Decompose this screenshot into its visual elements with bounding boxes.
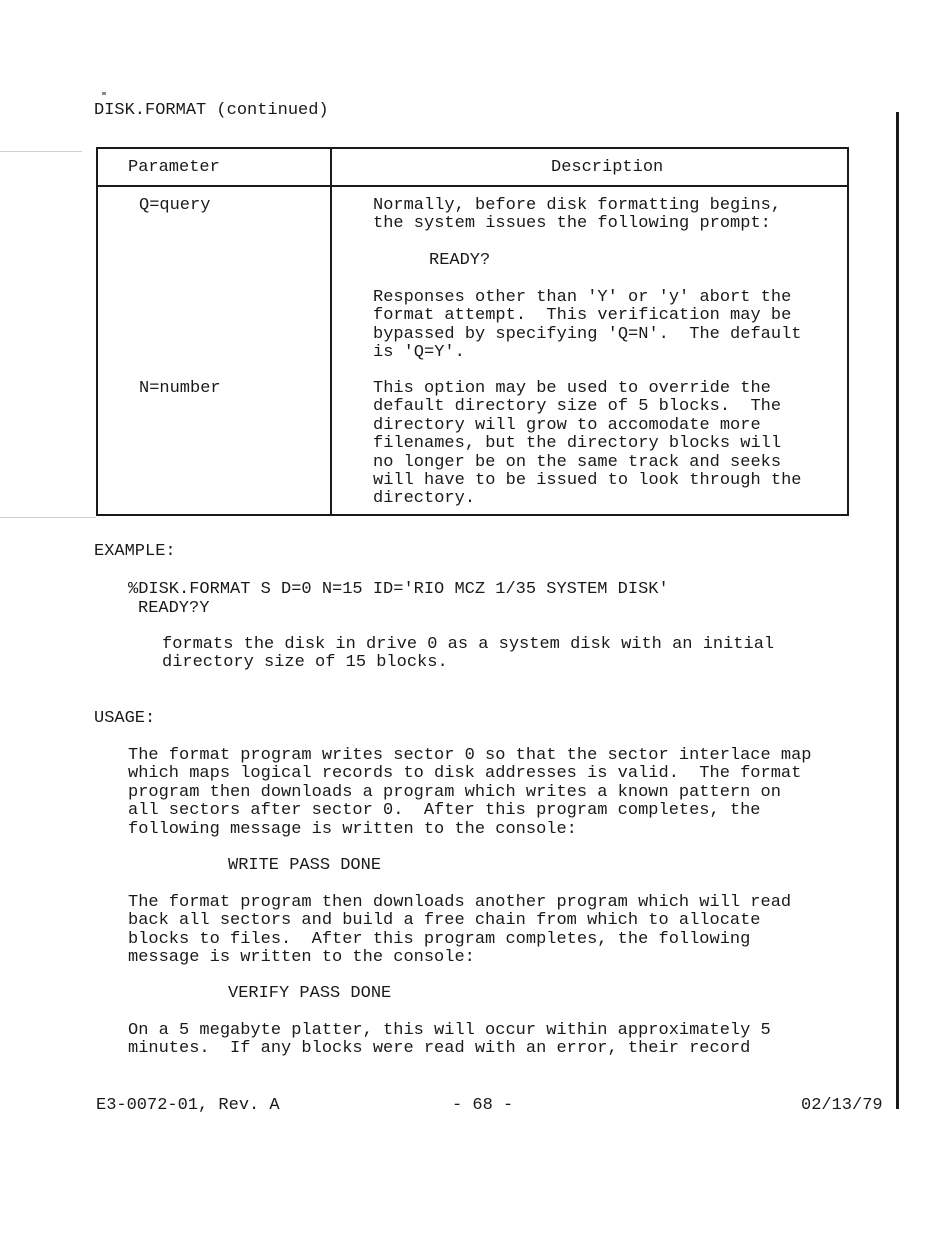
revision-bar	[896, 112, 899, 1109]
scan-mark	[0, 517, 96, 518]
table-column-divider	[330, 149, 332, 514]
desc-query-responses: Responses other than 'Y' or 'y' abort the format attempt. This verification may be bypassed by specifying 'Q=N'. The default is 'Q=Y'.	[373, 288, 802, 363]
desc-query-intro: Normally, before disk formatting begins, the system issues the following prompt:	[373, 196, 782, 234]
scan-mark	[102, 92, 106, 95]
example-response: READY?Y	[138, 599, 210, 618]
table-header-divider	[98, 185, 847, 187]
verify-pass-message: VERIFY PASS DONE	[228, 984, 392, 1003]
usage-paragraph-2: The format program then downloads another program which will read back all sectors and build a free chain from which to allocate blocks to files. After this program completes, the following message is written to the console:	[128, 893, 792, 968]
column-header-parameter: Parameter	[128, 158, 220, 177]
column-header-description: Description	[551, 158, 664, 177]
footer-date: 02/13/79	[801, 1096, 883, 1115]
page-title: DISK.FORMAT (continued)	[94, 101, 329, 120]
footer-doc-id: E3-0072-01, Rev. A	[96, 1096, 280, 1115]
usage-heading: USAGE:	[94, 709, 156, 728]
scan-mark	[0, 151, 82, 152]
param-number: N=number	[139, 379, 221, 398]
desc-number: This option may be used to override the default directory size of 5 blocks. The directory will grow to accomodate more filenames, but the directory blocks will no longer be on the same track and seeks will have to be issued to look through the directory.	[373, 379, 802, 509]
example-explanation: formats the disk in drive 0 as a system disk with an initial directory size of 15 blocks.	[162, 635, 775, 673]
write-pass-message: WRITE PASS DONE	[228, 856, 382, 875]
usage-paragraph-1: The format program writes sector 0 so that the sector interlace map which maps logical records to disk addresses is valid. The format program then downloads a program which writes a known pattern on all sectors after sector 0. After this program completes, the following message is written to the console:	[128, 746, 812, 839]
desc-query-prompt: READY?	[429, 251, 491, 270]
parameter-table	[96, 147, 849, 516]
example-command: %DISK.FORMAT S D=0 N=15 ID='RIO MCZ 1/35 SYSTEM DISK'	[128, 580, 669, 599]
usage-paragraph-3: On a 5 megabyte platter, this will occur within approximately 5 minutes. If any blocks were read with an error, their record	[128, 1021, 771, 1059]
example-heading: EXAMPLE:	[94, 542, 176, 561]
param-query: Q=query	[139, 196, 211, 215]
footer-page-number: - 68 -	[452, 1096, 514, 1115]
